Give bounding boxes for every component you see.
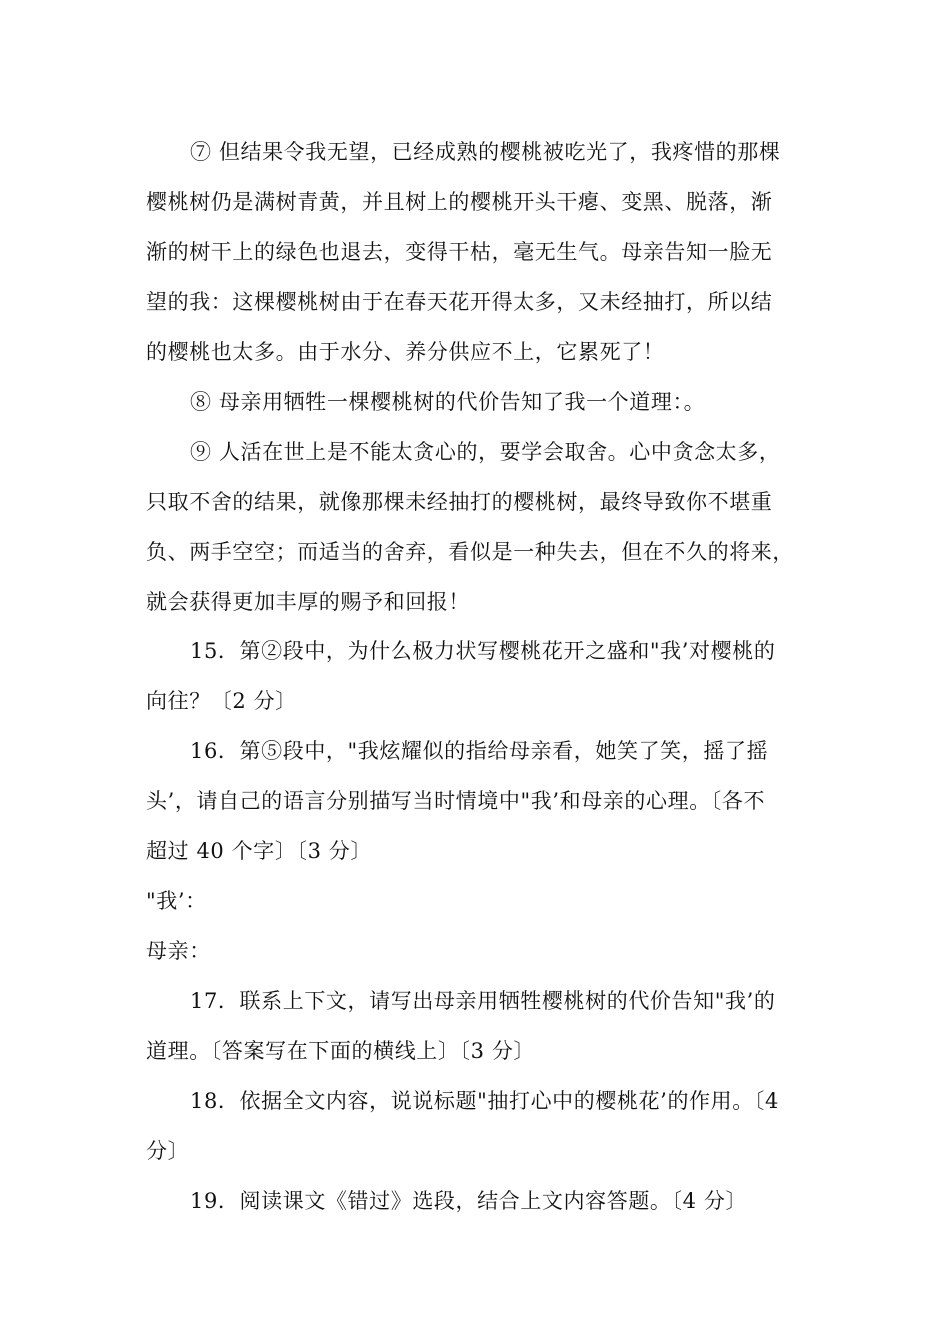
- paragraph-9-line-2: 只取不舍的结果，就像那棵未经抽打的樱桃树，最终导致你不堪重: [146, 490, 773, 514]
- question-19-line-1: 19．阅读课文《错过》选段，结合上文内容答题。〔4 分〕: [190, 1189, 748, 1213]
- question-15-line-1: 15．第②段中，为什么极力状写樱桃花开之盛和"我’对樱桃的: [190, 639, 776, 663]
- paragraph-9-line-4: 就会获得更加丰厚的赐予和回报！: [146, 590, 470, 614]
- question-16-line-3: 超过 40 个字〕〔3 分〕: [146, 839, 373, 863]
- paragraph-9-line-3: 负、两手空空；而适当的舍弃，看似是一种失去，但在不久的将来，: [146, 540, 794, 564]
- question-15-line-2: 向往？〔2 分〕: [146, 689, 297, 713]
- paragraph-9-line-1: ⑨ 人活在世上是不能太贪心的，要学会取舍。心中贪念太多，: [190, 440, 781, 464]
- question-17-line-1: 17．联系上下文，请写出母亲用牺牲樱桃树的代价告知"我’的: [190, 989, 776, 1013]
- paragraph-7-line-5: 的樱桃也太多。由于水分、养分供应不上，它累死了！: [146, 340, 665, 364]
- question-18-line-2: 分〕: [146, 1139, 190, 1163]
- paragraph-7-line-4: 望的我：这棵樱桃树由于在春天花开得太多，又未经抽打，所以结: [146, 290, 773, 314]
- question-18-line-1: 18．依据全文内容，说说标题"抽打心中的樱桃花’的作用。〔4: [190, 1089, 779, 1113]
- answer-label-me: "我’：: [146, 889, 207, 913]
- question-17-line-2: 道理。〔答案写在下面的横线上〕〔3 分〕: [146, 1039, 536, 1063]
- paragraph-7-line-3: 渐的树干上的绿色也退去，变得干枯，毫无生气。母亲告知一脸无: [146, 240, 773, 264]
- question-16-line-1: 16．第⑤段中，"我炫耀似的指给母亲看，她笑了笑，摇了摇: [190, 739, 769, 763]
- paragraph-7-line-1: ⑦ 但结果令我无望，已经成熟的樱桃被吃光了，我疼惜的那棵: [190, 140, 781, 164]
- answer-label-mother: 母亲：: [146, 939, 211, 963]
- question-16-line-2: 头’，请自己的语言分别描写当时情境中"我’和母亲的心理。〔各不: [146, 789, 766, 813]
- paragraph-7-line-2: 樱桃树仍是满树青黄，并且树上的樱桃开头干瘪、变黑、脱落，渐: [146, 190, 773, 214]
- paragraph-8-line-1: ⑧ 母亲用牺牲一棵樱桃树的代价告知了我一个道理：。: [190, 390, 706, 414]
